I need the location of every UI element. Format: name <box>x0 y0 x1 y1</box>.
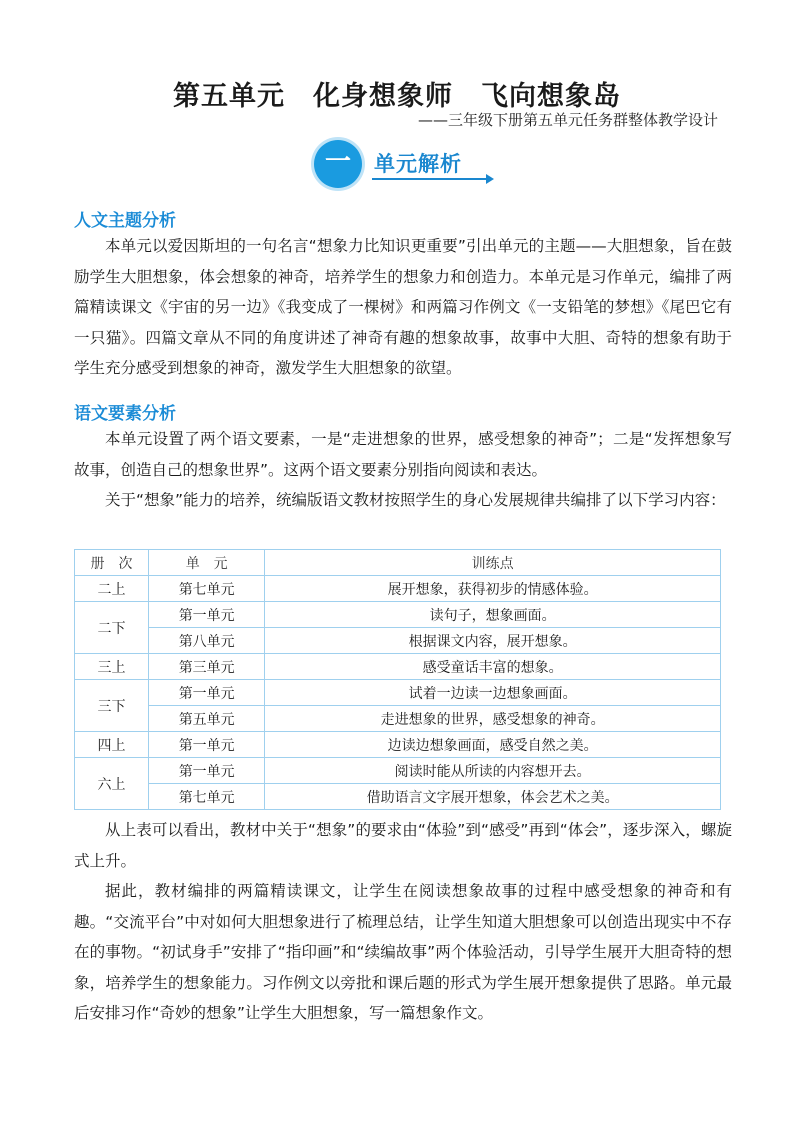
unit-cell: 第八单元 <box>149 628 265 654</box>
table-row <box>75 732 721 758</box>
point-cell: 走进想象的世界，感受想象的神奇。 <box>265 706 721 732</box>
page-subtitle: ——三年级下册第五单元任务群整体教学设计 <box>417 111 718 129</box>
point-cell: 阅读时能从所读的内容想开去。 <box>265 758 721 784</box>
table-header-cell: 册 次 <box>75 550 149 576</box>
table-row <box>75 680 721 706</box>
table-header-row <box>75 550 721 576</box>
point-cell: 根据课文内容，展开想象。 <box>265 628 721 654</box>
point-cell: 读句子，想象画面。 <box>265 602 721 628</box>
grade-cell: 四上 <box>75 732 149 758</box>
table-row <box>75 654 721 680</box>
point-cell: 感受童话丰富的想象。 <box>265 654 721 680</box>
unit-cell: 第七单元 <box>149 784 265 810</box>
unit-cell: 第三单元 <box>149 654 265 680</box>
unit-cell: 第一单元 <box>149 602 265 628</box>
training-table <box>74 549 721 810</box>
unit-cell: 第一单元 <box>149 680 265 706</box>
page-title: 第五单元 化身想象师 飞向想象岛 <box>173 81 621 112</box>
heading-language: 语文要素分析 <box>74 404 176 424</box>
grade-cell: 六上 <box>75 758 149 810</box>
banner-underline <box>372 178 490 180</box>
table-row <box>75 602 721 628</box>
paragraph-humanities: 本单元以爱因斯坦的一句名言“想象力比知识更重要”引出单元的主题——大胆想象，旨在鼓励学生大胆想象，体会想象的神奇，培养学生的想象力和创造力。本单元是习作单元，编排了两篇精读课文《宇宙的另一边》《我变成了一棵树》和两篇习作例文《一支铅笔的梦想》《尾巴它有一只猫》。四篇文章从不同的角度讲述了神奇有趣的想象故事，故事中大胆、奇特的想象有助于学生充分感受到想象的神奇，激发学生大胆想象的欲望。 <box>74 237 732 377</box>
point-cell: 借助语言文字展开想象，体会艺术之美。 <box>265 784 721 810</box>
paragraph-after-table-2: 据此，教材编排的两篇精读课文，让学生在阅读想象故事的过程中感受想象的神奇和有趣。“交流平台”中对如何大胆想象进行了梳理总结，让学生知道大胆想象可以创造出现实中不存在的事物。“初试身手”安排了“指印画”和“续编故事”两个体验活动，引导学生展开大胆奇特的想象，培养学生的想象能力。习作例文以旁批和课后题的形式为学生展开想象提供了思路。单元最后安排习作“奇妙的想象”让学生大胆想象，写一篇想象作文。 <box>74 882 732 1022</box>
point-cell: 试着一边读一边想象画面。 <box>265 680 721 706</box>
section-label: 单元解析 <box>374 152 462 176</box>
paragraph-language-1: 本单元设置了两个语文要素，一是“走进想象的世界，感受想象的神奇”；二是“发挥想象写故事，创造自己的想象世界”。这两个语文要素分别指向阅读和表达。 <box>74 430 732 479</box>
arrow-right-icon <box>486 174 494 184</box>
table-header-cell: 单 元 <box>149 550 265 576</box>
point-cell: 边读边想象画面，感受自然之美。 <box>265 732 721 758</box>
grade-cell: 二上 <box>75 576 149 602</box>
table-row <box>75 706 721 732</box>
table-row <box>75 628 721 654</box>
grade-cell: 二下 <box>75 602 149 654</box>
paragraph-after-table-1: 从上表可以看出，教材中关于“想象”的要求由“体验”到“感受”再到“体会”，逐步深入，螺旋式上升。 <box>74 821 732 870</box>
unit-cell: 第一单元 <box>149 758 265 784</box>
section-banner <box>314 140 494 188</box>
table-row <box>75 784 721 810</box>
heading-humanities: 人文主题分析 <box>74 211 176 231</box>
grade-cell: 三下 <box>75 680 149 732</box>
table-row <box>75 576 721 602</box>
unit-cell: 第五单元 <box>149 706 265 732</box>
table-row <box>75 758 721 784</box>
point-cell: 展开想象，获得初步的情感体验。 <box>265 576 721 602</box>
unit-cell: 第一单元 <box>149 732 265 758</box>
table-header-cell: 训练点 <box>265 550 721 576</box>
paragraph-language-2: 关于“想象”能力的培养，统编版语文教材按照学生的身心发展规律共编排了以下学习内容： <box>105 491 726 509</box>
grade-cell: 三上 <box>75 654 149 680</box>
unit-cell: 第七单元 <box>149 576 265 602</box>
section-number-badge: 一 <box>314 140 362 188</box>
